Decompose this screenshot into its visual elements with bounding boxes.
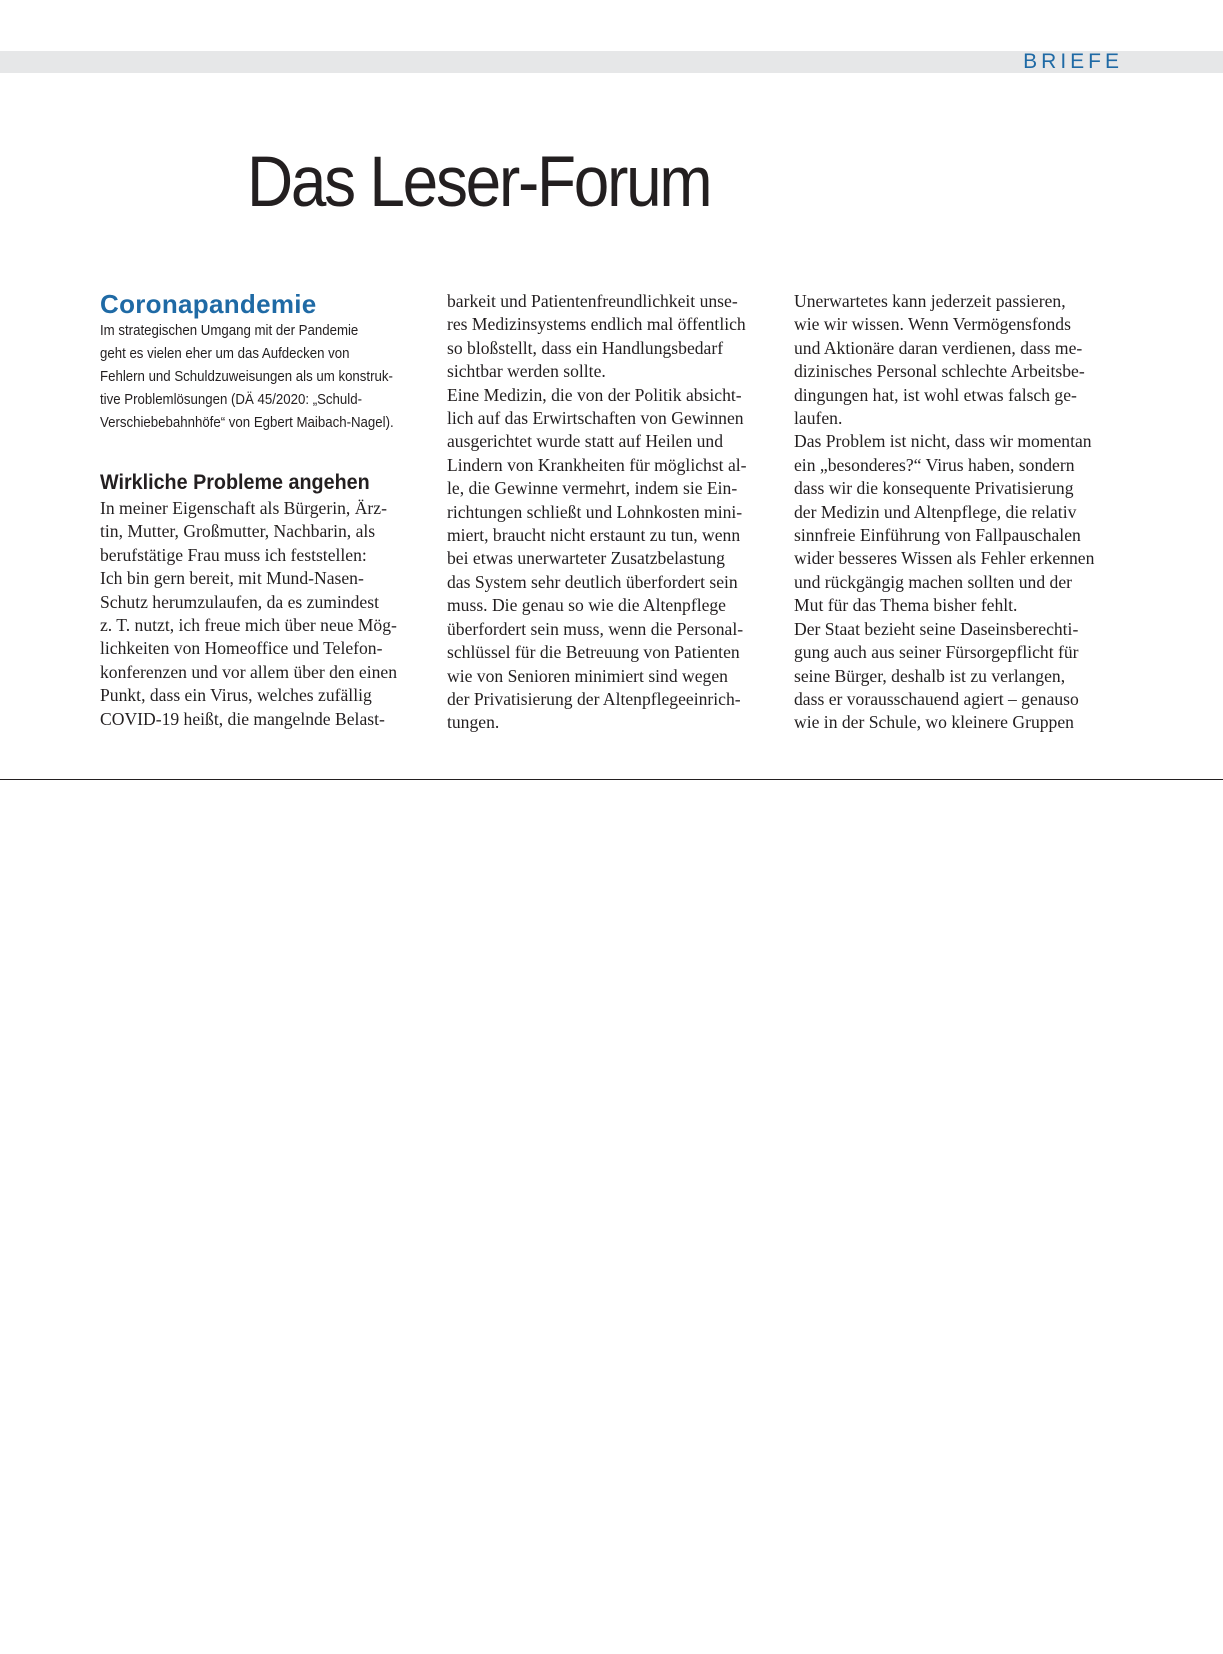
divider-rule: [0, 779, 1223, 780]
text-line: sichtbar werden sollte.: [447, 361, 606, 382]
text-line: ausgerichtet wurde statt auf Heilen und: [447, 431, 724, 452]
column-3: [794, 290, 1124, 735]
text-line: Unerwartetes kann jederzeit passieren,: [794, 291, 1066, 311]
teaser-line: geht es vielen eher um das Aufdecken von: [100, 346, 350, 362]
text-line: gung auch aus seiner Fürsorgepflicht für: [794, 642, 1079, 663]
text-line: laufen.: [794, 408, 843, 429]
teaser: [100, 320, 431, 435]
text-line: dingungen hat, ist wohl etwas falsch ge-: [794, 384, 1077, 405]
text-line: dizinisches Personal schlechte Arbeitsbe-: [794, 361, 1085, 382]
column-2-text: [447, 290, 777, 735]
text-line: berufstätige Frau muss ich feststellen:: [100, 544, 367, 565]
section-label: BRIEFE: [1023, 50, 1123, 73]
text-line: wider besseres Wissen als Fehler erkennen: [794, 548, 1095, 569]
text-line: schlüssel für die Betreuung von Patienten: [447, 642, 740, 663]
text-line: le, die Gewinne vermehrt, indem sie Ein-: [447, 478, 738, 499]
text-line: seine Bürger, deshalb ist zu verlangen,: [794, 665, 1066, 686]
column-2: [447, 290, 777, 735]
text-line: wie von Senioren minimiert sind wegen: [447, 665, 728, 686]
text-line: wie in der Schule, wo kleinere Gruppen: [794, 712, 1074, 733]
letter-title: Wirkliche Probleme angehen: [100, 471, 370, 494]
teaser-line: Verschiebebahnhöfe“ von Egbert Maibach-Nagel).: [100, 415, 394, 431]
text-line: Mut für das Thema bisher fehlt.: [794, 595, 1018, 616]
text-line: tungen.: [447, 712, 500, 733]
teaser-line: Im strategischen Umgang mit der Pandemie: [100, 323, 359, 339]
text-line: In meiner Eigenschaft als Bürgerin, Ärz-: [100, 498, 387, 518]
text-line: und Aktionäre daran verdienen, dass me-: [794, 337, 1083, 358]
text-line: sinnfreie Einführung von Fallpauschalen: [794, 525, 1081, 546]
text-line: res Medizinsystems endlich mal öffentlich: [447, 314, 746, 335]
text-line: Das Problem ist nicht, dass wir momentan: [794, 431, 1092, 452]
text-line: dass wir die konsequente Privatisierung: [794, 478, 1074, 499]
text-line: der Medizin und Altenpflege, die relativ: [794, 501, 1077, 522]
column-3-text: [794, 290, 1124, 735]
text-line: Lindern von Krankheiten für möglichst al-: [447, 454, 747, 475]
text-line: dass er vorausschauend agiert – genauso: [794, 688, 1079, 709]
text-line: richtungen schließt und Lohnkosten mini-: [447, 501, 743, 522]
text-line: barkeit und Patientenfreundlichkeit unse-: [447, 291, 738, 311]
text-line: Der Staat bezieht seine Daseinsberechti-: [794, 618, 1079, 639]
text-line: COVID-19 heißt, die mangelnde Belast-: [100, 708, 385, 729]
text-line: lich auf das Erwirtschaften von Gewinnen: [447, 408, 744, 429]
text-line: der Privatisierung der Altenpflegeeinrich-: [447, 688, 741, 709]
text-line: und rückgängig machen sollten und der: [794, 571, 1073, 592]
teaser-line: tive Problemlösungen (DÄ 45/2020: „Schuld-: [100, 392, 362, 408]
text-line: tin, Mutter, Großmutter, Nachbarin, als: [100, 521, 376, 542]
text-line: lichkeiten von Homeoffice und Telefon-: [100, 638, 383, 659]
text-line: Ich bin gern bereit, mit Mund-Nasen-: [100, 568, 364, 589]
text-line: muss. Die genau so wie die Altenpflege: [447, 595, 726, 616]
column-1-text: [100, 497, 430, 731]
text-line: so bloßstellt, dass ein Handlungsbedarf: [447, 337, 724, 358]
text-line: das System sehr deutlich überfordert sein: [447, 571, 738, 592]
topic-heading: Coronapandemie: [100, 289, 317, 319]
text-line: miert, braucht nicht erstaunt zu tun, wenn: [447, 525, 741, 546]
page-title: Das Leser-Forum: [247, 143, 711, 222]
text-line: Punkt, dass ein Virus, welches zufällig: [100, 685, 372, 706]
text-line: Schutz herumzulaufen, da es zumindest: [100, 591, 379, 612]
text-line: ein „besonderes?“ Virus haben, sondern: [794, 454, 1075, 475]
column-1: [100, 288, 430, 731]
text-line: wie wir wissen. Wenn Vermögensfonds: [794, 314, 1071, 335]
text-line: z. T. nutzt, ich freue mich über neue Mög-: [100, 615, 397, 636]
text-line: konferenzen und vor allem über den einen: [100, 661, 398, 682]
text-line: überfordert sein muss, wenn die Personal-: [447, 618, 744, 639]
text-line: Eine Medizin, die von der Politik absicht-: [447, 384, 742, 405]
teaser-line: Fehlern und Schuldzuweisungen als um konstruk-: [100, 369, 393, 385]
text-line: bei etwas unerwarteter Zusatzbelastung: [447, 548, 725, 569]
